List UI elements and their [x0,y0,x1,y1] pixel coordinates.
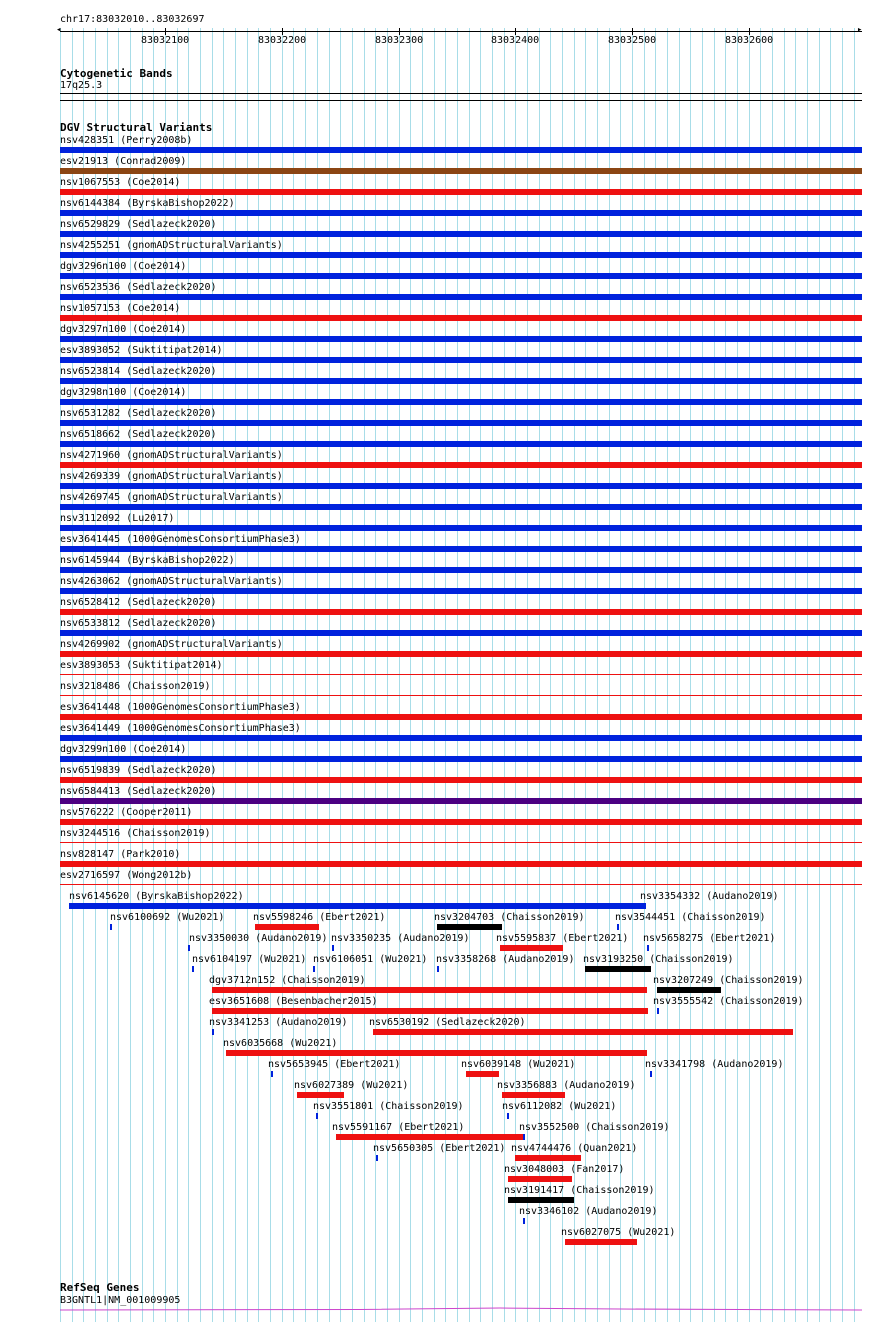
variant-label: nsv6112082 (Wu2021) [502,1101,617,1112]
variant-label: esv3641445 (1000GenomesConsortiumPhase3) [60,534,301,545]
variant-label: esv3641448 (1000GenomesConsortiumPhase3) [60,702,301,713]
variant-label: nsv4269339 (gnomADStructuralVariants) [60,471,283,482]
variant-label: dgv3298n100 (Coe2014) [60,387,187,398]
variant-label: nsv576222 (Cooper2011) [60,807,193,818]
variant-label: nsv3191417 (Chaisson2019) [504,1185,655,1196]
variant-bar[interactable] [336,1134,523,1140]
variant-label: esv3641449 (1000GenomesConsortiumPhase3) [60,723,301,734]
variant-label: nsv3193250 (Chaisson2019) [583,954,734,965]
variant-bar[interactable] [644,903,646,909]
variant-bar[interactable] [60,399,862,405]
variant-label: nsv3204703 (Chaisson2019) [434,912,585,923]
variant-label: nsv4269745 (gnomADStructuralVariants) [60,492,283,503]
variant-bar[interactable] [60,462,862,468]
variant-label: nsv5598246 (Ebert2021) [253,912,386,923]
variant-bar[interactable] [255,924,319,930]
variant-label: dgv3299n100 (Coe2014) [60,744,187,755]
variant-label: nsv3551801 (Chaisson2019) [313,1101,464,1112]
variant-bar[interactable] [316,1113,318,1119]
variant-label: nsv3346102 (Audano2019) [519,1206,658,1217]
variant-bar[interactable] [192,966,194,972]
variant-label: nsv5595837 (Ebert2021) [496,933,629,944]
variant-bar[interactable] [60,504,862,510]
variant-label: nsv6027075 (Wu2021) [561,1227,676,1238]
variant-label: nsv6144384 (ByrskaBishop2022) [60,198,235,209]
variant-bar[interactable] [60,674,862,675]
variant-label: nsv6530192 (Sedlazeck2020) [369,1017,526,1028]
variant-label: nsv4271960 (gnomADStructuralVariants) [60,450,283,461]
variant-bar[interactable] [60,567,862,573]
variant-bar[interactable] [657,1008,659,1014]
variant-bar[interactable] [60,168,862,174]
variant-bar[interactable] [508,1176,572,1182]
variant-bar[interactable] [271,1071,273,1077]
variant-bar[interactable] [500,945,563,951]
variant-label: nsv6104197 (Wu2021) [192,954,307,965]
variant-bar[interactable] [617,924,619,930]
refseq-track-title: RefSeq Genes [60,1281,140,1294]
refseq-gene-feature[interactable] [60,1302,862,1314]
ruler-tick [749,28,750,35]
variant-bar[interactable] [60,819,862,825]
variant-label: nsv3544451 (Chaisson2019) [615,912,766,923]
variant-bar[interactable] [60,273,862,279]
variant-label: nsv5591167 (Ebert2021) [332,1122,465,1133]
variant-bar[interactable] [60,777,862,783]
refseq-gene-label: B3GNTL1|NM_001009905 [60,1295,181,1306]
variant-label: esv2716597 (Wong2012b) [60,870,193,881]
variant-label: nsv6039148 (Wu2021) [461,1059,576,1070]
variant-label: nsv3112092 (Lu2017) [60,513,175,524]
variant-bar[interactable] [60,441,862,447]
variant-bar[interactable] [60,630,862,636]
variant-label: esv21913 (Conrad2009) [60,156,187,167]
variant-label: nsv6035668 (Wu2021) [223,1038,338,1049]
variant-bar[interactable] [650,1071,652,1077]
variant-bar[interactable] [60,315,862,321]
variant-bar[interactable] [60,798,862,804]
variant-label: nsv3207249 (Chaisson2019) [653,975,804,986]
variant-bar[interactable] [212,1008,648,1014]
variant-label: nsv6584413 (Sedlazeck2020) [60,786,217,797]
variant-label: nsv5653945 (Ebert2021) [268,1059,401,1070]
variant-bar[interactable] [437,924,502,930]
variant-bar[interactable] [60,378,862,384]
variant-label: nsv428351 (Perry2008b) [60,135,193,146]
variant-bar[interactable] [373,1029,793,1035]
variant-label: nsv6523814 (Sedlazeck2020) [60,366,217,377]
variant-bar[interactable] [437,966,439,972]
variant-label: nsv3218486 (Chaisson2019) [60,681,211,692]
variant-bar[interactable] [226,1050,647,1056]
dgv-track-title: DGV Structural Variants [60,121,213,134]
variant-label: nsv3341253 (Audano2019) [209,1017,348,1028]
variant-bar[interactable] [585,966,651,972]
variant-bar[interactable] [60,756,862,762]
variant-label: nsv6145620 (ByrskaBishop2022) [69,891,244,902]
variant-label: nsv6027389 (Wu2021) [294,1080,409,1091]
variant-bar[interactable] [565,1239,637,1245]
variant-label: nsv4269902 (gnomADStructuralVariants) [60,639,283,650]
variant-bar[interactable] [60,842,862,843]
variant-bar[interactable] [60,609,862,615]
variant-bar[interactable] [60,861,862,867]
variant-bar[interactable] [647,945,649,951]
variant-bar[interactable] [60,695,862,696]
variant-label: nsv5650305 (Ebert2021) [373,1143,506,1154]
variant-bar[interactable] [515,1155,581,1161]
variant-label: esv3893052 (Suktitipat2014) [60,345,223,356]
variant-bar[interactable] [297,1092,344,1098]
variant-bar[interactable] [466,1071,499,1077]
ruler-tick [165,28,166,35]
variant-label: nsv3552500 (Chaisson2019) [519,1122,670,1133]
variant-label: nsv6518662 (Sedlazeck2020) [60,429,217,440]
ruler-left-arrow-icon: ◂ [56,25,62,35]
variant-bar[interactable] [60,252,862,258]
variant-bar[interactable] [657,987,721,993]
ruler-right-arrow-icon: ▸ [857,25,863,35]
variant-label: nsv6523536 (Sedlazeck2020) [60,282,217,293]
variant-label: nsv4263062 (gnomADStructuralVariants) [60,576,283,587]
variant-bar[interactable] [502,1092,565,1098]
variant-label: nsv1057153 (Coe2014) [60,303,181,314]
cyto-band-label: 17q25.3 [60,80,103,91]
variant-label: nsv3048003 (Fan2017) [504,1164,625,1175]
variant-label: nsv6519839 (Sedlazeck2020) [60,765,217,776]
variant-bar[interactable] [60,884,862,885]
variant-label: esv3893053 (Suktitipat2014) [60,660,223,671]
variant-bar[interactable] [60,735,862,741]
ruler-tick-label: 83032500 [608,35,657,46]
variant-label: nsv3354332 (Audano2019) [640,891,779,902]
variant-label: nsv4744476 (Quan2021) [511,1143,638,1154]
variant-label: nsv6100692 (Wu2021) [110,912,225,923]
variant-bar[interactable] [60,420,862,426]
variant-bar[interactable] [60,357,862,363]
variant-bar[interactable] [60,525,862,531]
variant-label: nsv3350030 (Audano2019) [189,933,328,944]
cyto-band-bottom[interactable] [60,100,862,101]
variant-bar[interactable] [313,966,315,972]
variant-label: nsv6531282 (Sedlazeck2020) [60,408,217,419]
ruler-tick [632,28,633,35]
variant-label: dgv3297n100 (Coe2014) [60,324,187,335]
variant-label: nsv6529829 (Sedlazeck2020) [60,219,217,230]
variant-bar[interactable] [60,294,862,300]
ruler-tick-label: 83032200 [258,35,307,46]
variant-label: nsv6533812 (Sedlazeck2020) [60,618,217,629]
variant-bar[interactable] [188,945,190,951]
variant-label: nsv3555542 (Chaisson2019) [653,996,804,1007]
variant-bar[interactable] [60,336,862,342]
variant-bar[interactable] [376,1155,378,1161]
variant-bar[interactable] [507,1113,509,1119]
variant-label: nsv6528412 (Sedlazeck2020) [60,597,217,608]
variant-bar[interactable] [60,546,862,552]
variant-bar[interactable] [60,147,862,153]
variant-label: esv3651608 (Besenbacher2015) [209,996,378,1007]
variant-bar[interactable] [212,987,647,993]
variant-bar[interactable] [523,1134,525,1140]
variant-bar[interactable] [212,1029,214,1035]
variant-bar[interactable] [508,1197,574,1203]
variant-label: nsv1067553 (Coe2014) [60,177,181,188]
variant-bar[interactable] [60,483,862,489]
variant-bar[interactable] [60,714,862,720]
ruler-tick [282,28,283,35]
cyto-track-title: Cytogenetic Bands [60,67,173,80]
ruler-tick-label: 83032400 [491,35,540,46]
ruler-tick-label: 83032600 [725,35,774,46]
variant-bar[interactable] [69,903,644,909]
variant-bar[interactable] [60,231,862,237]
variant-label: dgv3296n100 (Coe2014) [60,261,187,272]
variant-label: nsv3358268 (Audano2019) [436,954,575,965]
variant-bar[interactable] [60,651,862,657]
location-label: chr17:83032010..83032697 [60,14,205,25]
variant-label: nsv3350235 (Audano2019) [331,933,470,944]
ruler-tick [399,28,400,35]
ruler-tick-label: 83032300 [375,35,424,46]
variant-bar[interactable] [523,1218,525,1224]
variant-label: nsv3244516 (Chaisson2019) [60,828,211,839]
cyto-band-top[interactable] [60,93,862,94]
variant-label: nsv3356883 (Audano2019) [497,1080,636,1091]
variant-label: nsv6106051 (Wu2021) [313,954,428,965]
variant-label: nsv3341798 (Audano2019) [645,1059,784,1070]
ruler-axis[interactable] [60,31,862,32]
ruler-tick [515,28,516,35]
variant-bar[interactable] [60,210,862,216]
variant-bar[interactable] [60,588,862,594]
variant-bar[interactable] [332,945,334,951]
variant-label: nsv6145944 (ByrskaBishop2022) [60,555,235,566]
ruler-tick-label: 83032100 [141,35,190,46]
variant-label: nsv828147 (Park2010) [60,849,181,860]
variant-label: nsv5658275 (Ebert2021) [643,933,776,944]
variant-bar[interactable] [60,189,862,195]
variant-bar[interactable] [110,924,112,930]
variant-label: dgv3712n152 (Chaisson2019) [209,975,366,986]
variant-label: nsv4255251 (gnomADStructuralVariants) [60,240,283,251]
